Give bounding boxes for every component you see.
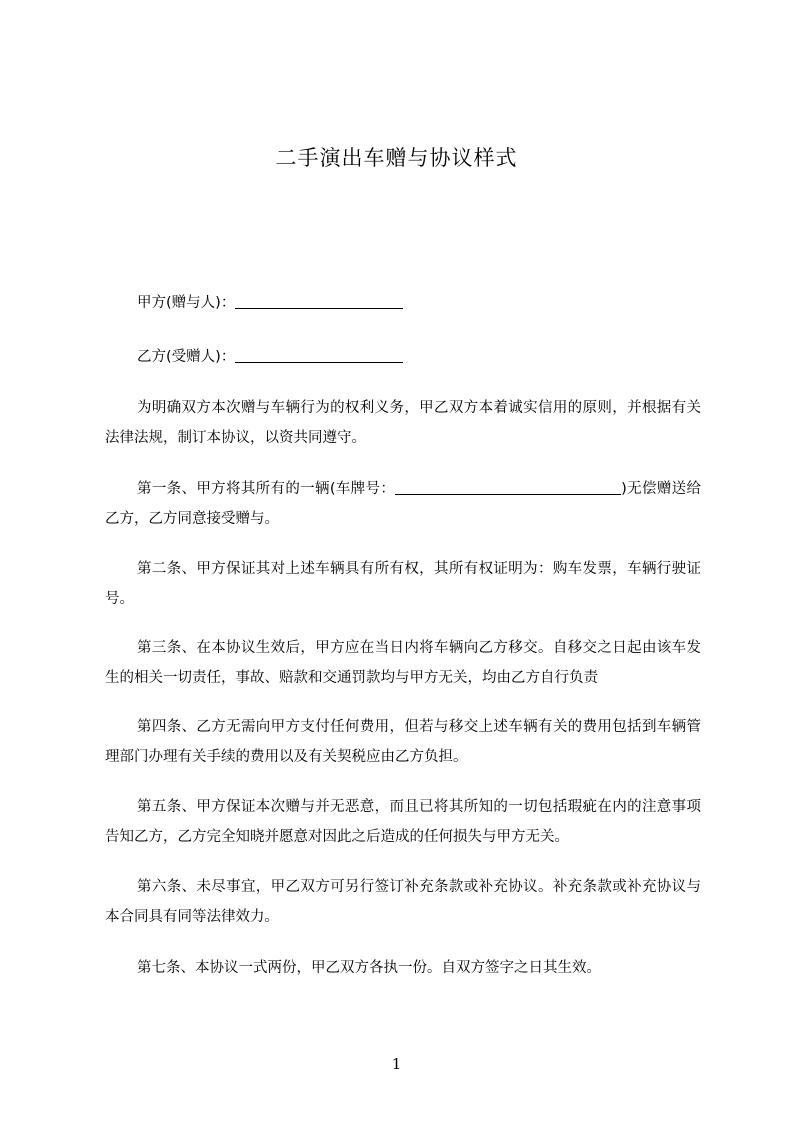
article-1-before: 第一条、甲方将其所有的一辆(车牌号： bbox=[137, 481, 396, 497]
party-a-blank bbox=[235, 307, 403, 309]
page-number: 1 bbox=[391, 1055, 402, 1073]
article-3-paragraph: 第三条、在本协议生效后，甲方应在当日内将车辆向乙方移交。自移交之日起由该车发生的相关一切责任，事故、赔款和交通罚款均与甲方无关，均由乙方自行负责 bbox=[105, 640, 701, 686]
article-6-paragraph: 第六条、未尽事宜，甲乙双方可另行签订补充条款或补充协议。补充条款或补充协议与本合同具有同等法律效力。 bbox=[105, 879, 701, 925]
plate-number-blank bbox=[395, 493, 621, 495]
party-b-line bbox=[137, 345, 403, 366]
preamble-paragraph: 为明确双方本次赠与车辆行为的权利义务，甲乙双方本着诚实信用的原则，并根据有关法律法规，制订本协议，以资共同遵守。 bbox=[105, 400, 701, 446]
document-title: 二手演出车赠与协议样式 bbox=[275, 146, 518, 170]
article-5-paragraph: 第五条、甲方保证本次赠与并无恶意，而且已将其所知的一切包括瑕疵在内的注意事项告知乙方，乙方完全知晓并愿意对因此之后造成的任何损失与甲方无关。 bbox=[105, 799, 701, 845]
article-1-paragraph bbox=[105, 474, 701, 534]
party-b-label: 乙方(受赠人)： bbox=[137, 349, 236, 365]
article-4-paragraph: 第四条、乙方无需向甲方支付任何费用，但若与移交上述车辆有关的费用包括到车辆管理部门办理有关手续的费用以及有关契税应由乙方负担。 bbox=[105, 719, 701, 765]
party-b-blank bbox=[235, 361, 403, 363]
article-7-paragraph: 第七条、本协议一式两份，甲乙双方各执一份。自双方签字之日其生效。 bbox=[137, 960, 601, 976]
party-a-label: 甲方(赠与人)： bbox=[137, 295, 236, 311]
article-1-after: )无偿赠送给乙方，乙方同意接受赠与。 bbox=[105, 481, 701, 527]
article-2-paragraph: 第二条、甲方保证其对上述车辆具有所有权，其所有权证明为：购车发票，车辆行驶证号。 bbox=[105, 561, 701, 607]
party-a-line bbox=[137, 291, 403, 312]
